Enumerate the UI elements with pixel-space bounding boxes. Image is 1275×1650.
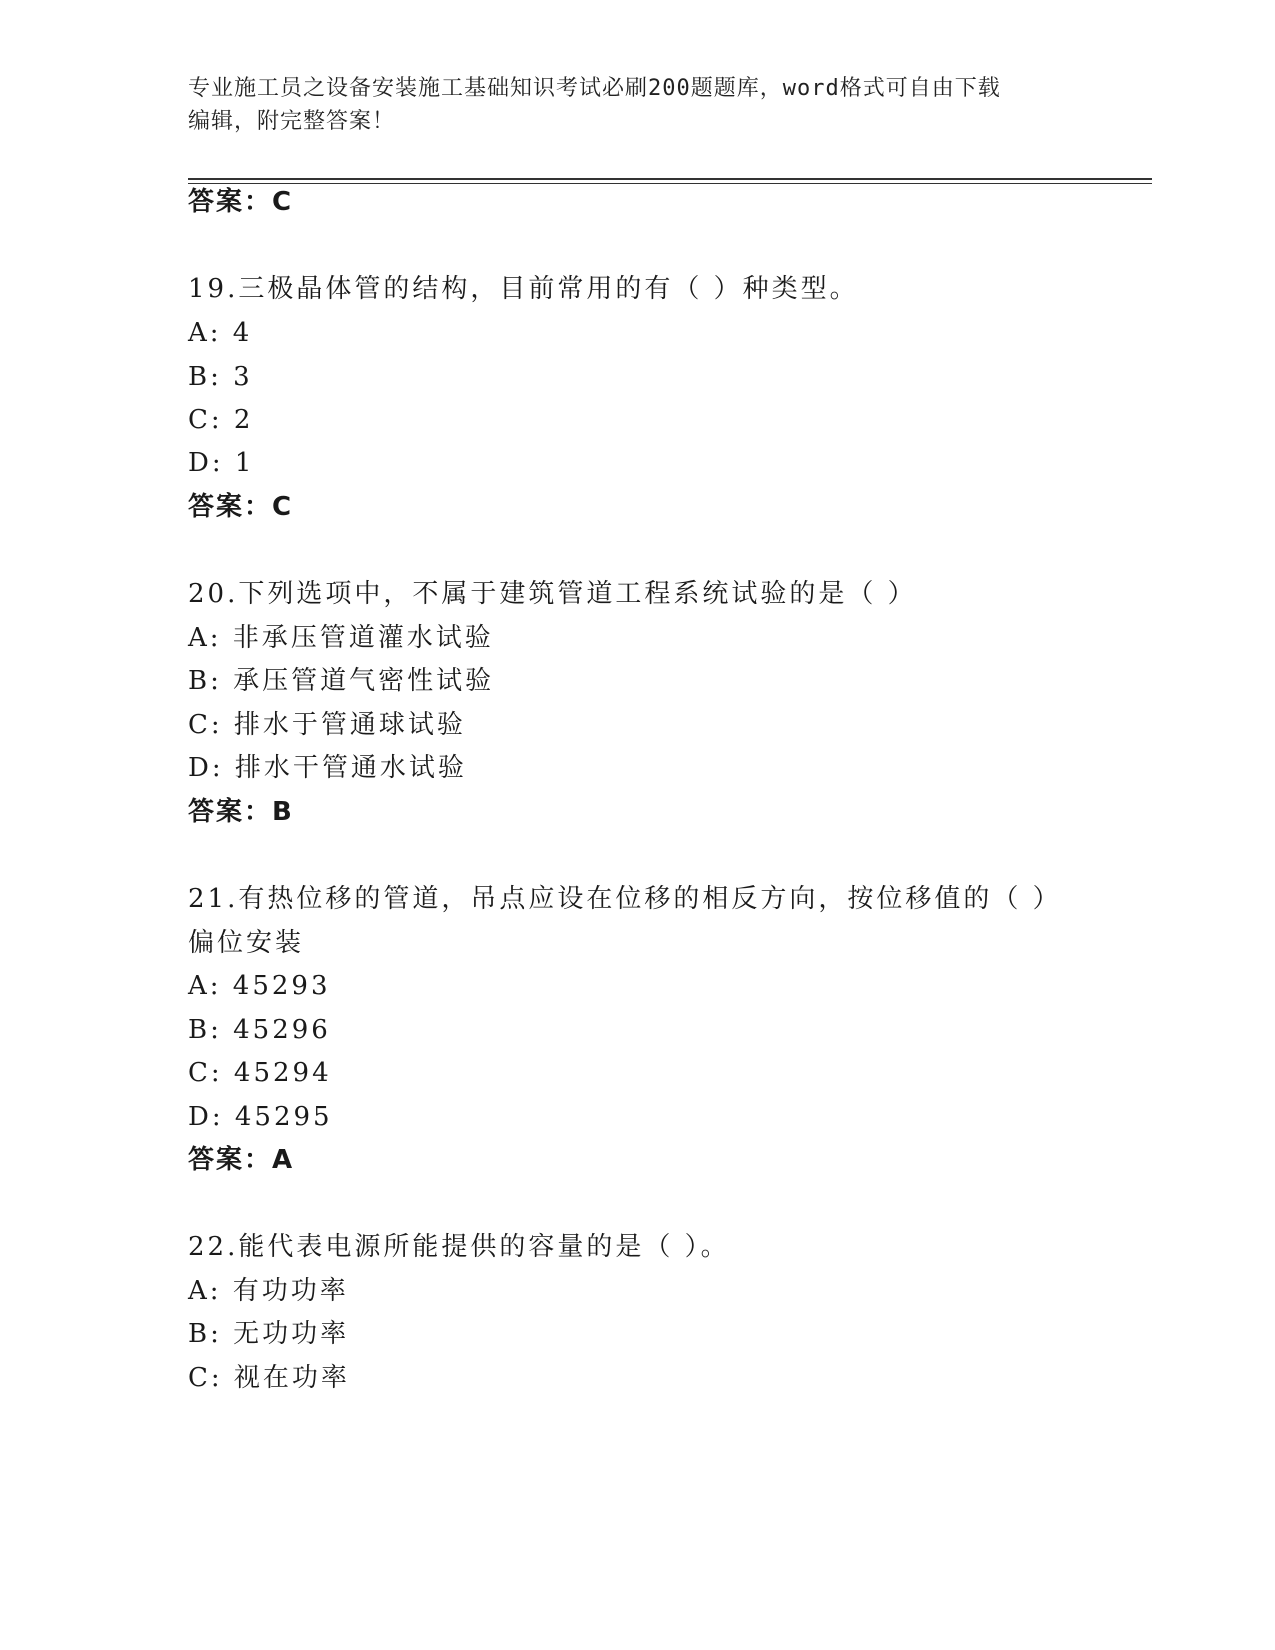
question-19-option-a: A: 4 [188, 318, 253, 348]
question-21-option-a: A: 45293 [188, 971, 331, 1001]
question-20-option-c: C: 排水于管通球试验 [188, 710, 466, 740]
question-20-stem: 20.下列选项中，不属于建筑管道工程系统试验的是（ ） [188, 579, 917, 609]
question-19-option-b: B: 3 [188, 362, 253, 392]
question-21-stem: 21.有热位移的管道，吊点应设在位移的相反方向，按位移值的（ ） [188, 884, 1062, 914]
question-21-option-b: B: 45296 [188, 1015, 331, 1045]
question-19-option-c: C: 2 [188, 405, 254, 435]
question-22-stem: 22.能代表电源所能提供的容量的是（ ）。 [188, 1232, 730, 1262]
question-22-option-a: A: 有功功率 [188, 1276, 349, 1306]
question-21-option-c: C: 45294 [188, 1058, 332, 1088]
question-22-option-c: C: 视在功率 [188, 1363, 350, 1393]
question-19-answer: 答案：C [188, 492, 294, 522]
question-22-option-b: B: 无功功率 [188, 1319, 350, 1349]
header-title-line2: 编辑，附完整答案！ [188, 109, 396, 134]
question-21-answer: 答案：A [188, 1145, 295, 1175]
question-20-answer: 答案：B [188, 797, 294, 827]
question-21-stem-continued: 偏位安装 [188, 928, 305, 958]
header-divider-thick [188, 178, 1152, 180]
document-header [188, 72, 1068, 138]
question-21-option-d: D: 45295 [188, 1102, 333, 1132]
header-title-line1: 专业施工员之设备安装施工基础知识考试必刷200题题库，word格式可自由下载 [188, 76, 1001, 101]
question-20-option-d: D: 排水干管通水试验 [188, 753, 467, 783]
question-20-option-a: A: 非承压管道灌水试验 [188, 623, 494, 653]
header-divider-thin [188, 183, 1152, 184]
question-20-option-b: B: 承压管道气密性试验 [188, 666, 495, 696]
question-19-option-d: D: 1 [188, 448, 255, 478]
question-19-stem: 19.三极晶体管的结构，目前常用的有（ ）种类型。 [188, 274, 859, 304]
previous-answer: 答案：C [188, 187, 294, 217]
